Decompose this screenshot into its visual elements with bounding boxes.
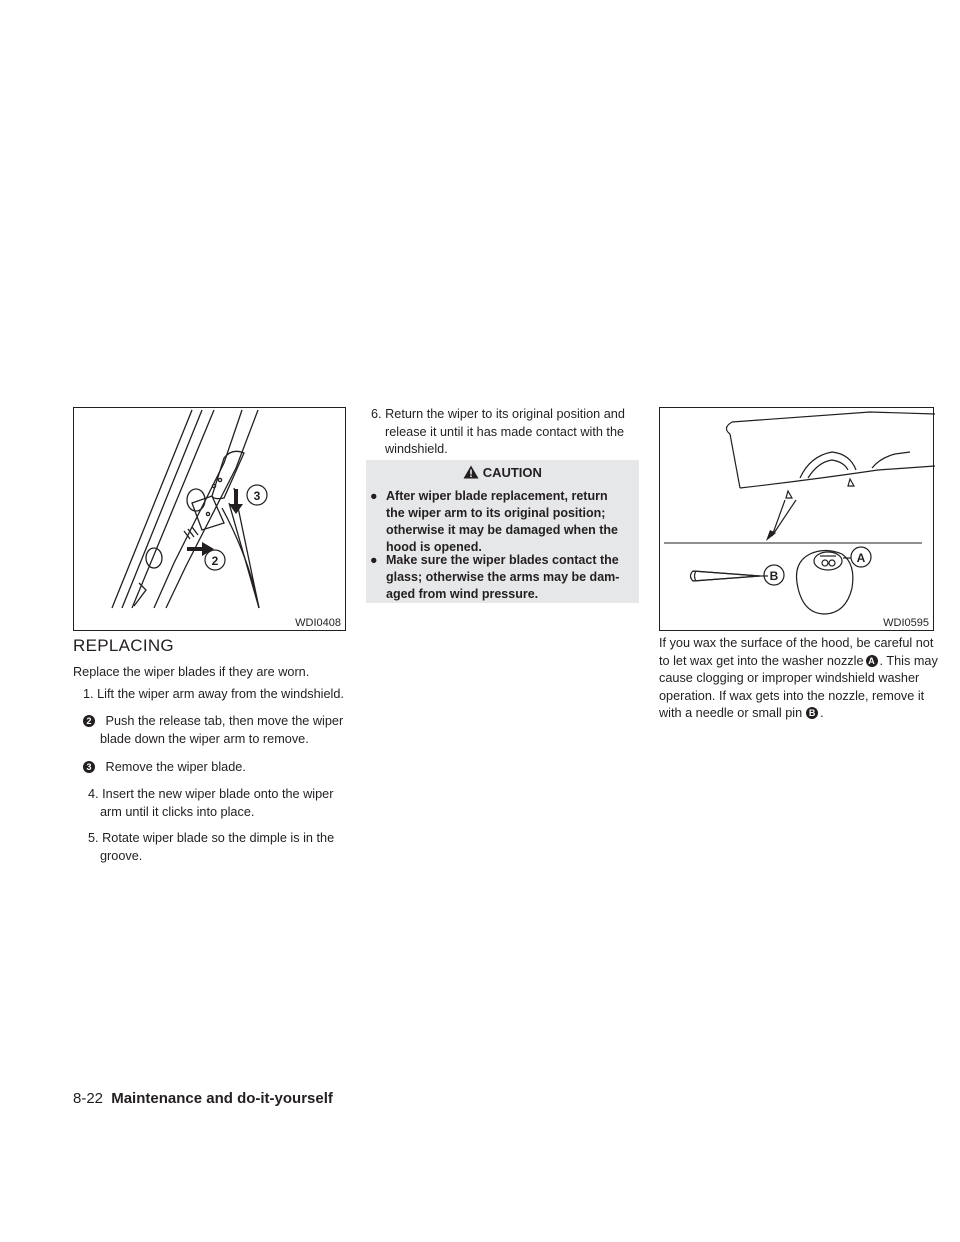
page-number: 8-22: [73, 1090, 104, 1107]
figure-code: WDI0408: [295, 617, 341, 629]
wiper-arm-figure: [73, 407, 346, 631]
intro-text: Replace the wiper blades if they are worn.: [73, 665, 310, 679]
callout-nozzle: A: [856, 551, 866, 565]
step-5: 5. Rotate wiper blade so the dimple is in the groove.: [88, 831, 335, 863]
ref-pin-badge: B: [806, 707, 818, 719]
caution-title: CAUTION: [366, 465, 639, 480]
caution-item-2: ● Make sure the wiper blades contact the glass; otherwise the arms may be dam- aged from wind pressure.: [370, 553, 620, 601]
step-number-badge: 3: [83, 761, 95, 773]
step-number-badge: 2: [83, 715, 95, 727]
figure-code: WDI0595: [883, 617, 929, 629]
warning-icon: [463, 465, 479, 479]
wax-note: If you wax the surface of the hood, be careful not to let wax get into the washer nozzle A . This may cause clogging or improper windshield washer operation. If wax gets into the nozzle, remove it with a needle or small pin B .: [659, 636, 938, 720]
page-footer: [73, 1090, 333, 1107]
ref-nozzle-badge: A: [866, 655, 878, 667]
chapter-title: Maintenance and do-it-yourself: [111, 1090, 333, 1107]
step-1: 1. Lift the wiper arm away from the windshield.: [83, 687, 344, 701]
callout-release: 2: [211, 554, 219, 568]
step-2: 2 Push the release tab, then move the wiper blade down the wiper arm to remove.: [83, 713, 343, 748]
callout-pin: B: [769, 569, 779, 583]
washer-nozzle-figure: [659, 407, 934, 631]
step-4: 4. Insert the new wiper blade onto the wiper arm until it clicks into place.: [88, 787, 334, 819]
step-6: 6. Return the wiper to its original position and release it until it has made contact with the windshield.: [371, 407, 625, 456]
caution-item-1: ● After wiper blade replacement, return the wiper arm to its original position; otherwise it may be damaged when the hood is opened.: [370, 489, 619, 554]
wiper-arm-illustration: [74, 408, 347, 632]
step-3: 3 Remove the wiper blade.: [83, 759, 246, 777]
caution-box: [366, 460, 639, 603]
section-heading: REPLACING: [73, 636, 174, 655]
washer-nozzle-illustration: [660, 408, 935, 632]
callout-remove: 3: [253, 489, 261, 503]
